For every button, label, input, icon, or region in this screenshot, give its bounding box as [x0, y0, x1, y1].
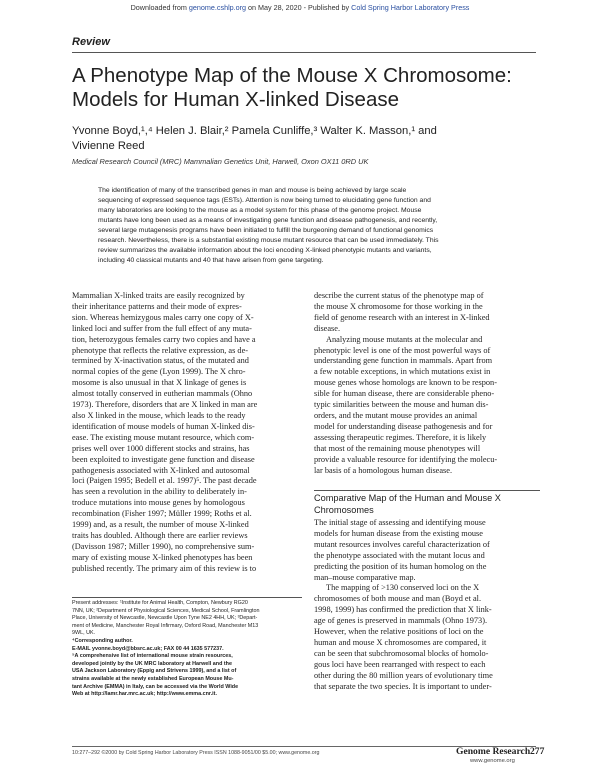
section-label: Review	[72, 36, 110, 48]
left-column-body	[72, 291, 302, 575]
author-line: Vivienne Reed	[72, 140, 145, 152]
body-line: pathogenesis associated with X-linked and autosomal	[72, 465, 250, 475]
body-line: (Davisson 1987; Miller 1990), no comprehensive sum-	[72, 541, 255, 551]
body-line: recombination (Fisher 1997; Müller 1999; Roths et al.	[72, 509, 252, 519]
footnote-line: strains available at the newly established European Mouse Mu-	[72, 675, 234, 682]
body-line: However, when the relative positions of loci on the	[314, 627, 484, 637]
body-line: mouse genes whose homologs are known to be respon-	[314, 378, 497, 388]
body-line: lar basis of a homologous human disease.	[314, 465, 453, 475]
title-line: A Phenotype Map of the Mouse X Chromosome:	[72, 64, 512, 87]
footnote-rule	[72, 597, 302, 598]
abstract-line: review summarizes the available information about the loci encoding X-linked phenotypic mutants and variants,	[98, 247, 432, 254]
affiliation: Medical Research Council (MRC) Mammalian Genetics Unit, Harwell, Oxon OX11 0RD UK	[72, 157, 369, 166]
article-title	[72, 64, 542, 112]
abstract	[98, 186, 524, 266]
header-rule	[72, 52, 536, 53]
site-link[interactable]: genome.cshlp.org	[188, 3, 247, 12]
footnote-line: Web at http://lamr.har.mrc.ac.uk; http://www.emma.cnr.it.	[72, 691, 217, 698]
footnote-line: Place, University of Newcastle, Newcastle Upon Tyne NE2 4HH, UK; ³Depart-	[72, 615, 258, 622]
body-line: that separate the two species. It is important to under-	[314, 681, 492, 691]
abstract-line: including 40 classical mutants and 40 that have arisen from gene targeting.	[98, 257, 324, 264]
body-line: can be seen that subchromosomal blocks of homolo-	[314, 648, 489, 658]
body-line: their inheritance patterns and their mode of expres-	[72, 301, 242, 311]
author-list	[72, 124, 542, 154]
body-line: ease. The existing mouse mutant resource, which com-	[72, 432, 255, 442]
body-line: traits has doubled. Although there are earlier reviews	[72, 530, 248, 540]
footer-citation: 10:277–292 ©2000 by Cold Spring Harbor Laboratory Press ISSN 1088-9051/00 $5.00; www.genome.org	[72, 750, 320, 756]
abstract-line: sequencing of expressed sequence tags (ESTs). Attention is now being turned to elucidating gene function and	[98, 197, 431, 204]
body-line: Mammalian X-linked traits are easily recognized by	[72, 291, 245, 300]
body-line: age of genes is preserved in mammals (Ohno 1973).	[314, 616, 488, 626]
abstract-line: several large mutagenesis programs have been initiated to fulfill the burgeoning demand of functional genomics	[98, 227, 434, 234]
body-line: sible for human disease, there are considerable pheno-	[314, 389, 495, 399]
journal-name: Genome Research	[456, 746, 531, 757]
body-line: been exploited to investigate gene function and disease	[72, 454, 255, 464]
body-line: 1973). Therefore, disorders that are X linked in man are	[72, 400, 258, 410]
title-line: Models for Human X-linked Disease	[72, 88, 399, 111]
body-line: almost totally conserved in eutherian mammals (Ohno	[72, 389, 253, 399]
heading-line: Chromosomes	[314, 505, 374, 515]
heading-line: Comparative Map of the Human and Mouse X	[314, 493, 501, 503]
footnote-line: E-MAIL yvonne.boyd@bbsrc.ac.uk; FAX 00 44 1635 577237.	[72, 645, 224, 652]
download-notice	[0, 3, 600, 12]
body-line: chromosomes of both mouse and man (Boyd et al.	[314, 594, 482, 604]
body-line: models for human disease from the existing mouse	[314, 528, 483, 538]
publisher-link[interactable]: Cold Spring Harbor Laboratory Press	[351, 3, 470, 12]
body-line: provide a valuable resource for identifying the molecu-	[314, 454, 498, 464]
download-middle: on May 28, 2020 - Published by	[246, 3, 352, 12]
footnote-line: ⁵A comprehensive list of international mouse strain resources,	[72, 653, 233, 660]
body-line: mary of existing mouse X-linked phenotypes has been	[72, 552, 253, 562]
body-line: orders, and the mutant mouse provides an animal	[314, 410, 478, 420]
footnote-line: 9WL, UK.	[72, 630, 96, 637]
body-line: termined by X-inactivation status, of the mutated and	[72, 356, 249, 366]
abstract-line: mutants have long been used as a means of investigating gene function and disease pathogenesis, and recently,	[98, 217, 438, 224]
body-line: disease.	[314, 323, 341, 333]
body-line: understanding gene function in mammals. Apart from	[314, 356, 493, 366]
body-line: gous loci have been rearranged with respect to each	[314, 659, 486, 669]
body-line: mutant resources involves careful characterization of	[314, 539, 490, 549]
journal-website[interactable]: www.genome.org	[470, 758, 515, 764]
body-line: the phenotype associated with the mutant locus and	[314, 550, 485, 560]
body-line: the mouse X chromosome for those working in the	[314, 301, 483, 311]
body-line: sion. Whereas hemizygous males carry one copy of X-	[72, 312, 254, 322]
body-line: assessing therapeutic regimes. Therefore, it is likely	[314, 432, 487, 442]
download-prefix: Downloaded from	[130, 3, 189, 12]
body-line: other during the 80 million years of evolutionary time	[314, 670, 493, 680]
body-line: describe the current status of the phenotype map of	[314, 291, 484, 300]
body-line: linked loci and suffer from the full effect of any muta-	[72, 323, 252, 333]
body-line: has seen a revolution in the ability to deliberately in-	[72, 487, 247, 497]
abstract-line: research. Nevertheless, there is a substantial existing mouse mutant resource that can be used immediately. This	[98, 237, 439, 244]
footnote-line: tant Archive (EMMA) in Italy, can be accessed via the World Wide	[72, 683, 239, 690]
body-line: prises well over 1000 different stocks and strains, has	[72, 443, 250, 453]
body-line: mosome is also unusual in that X linkage of genes is	[72, 378, 247, 388]
footnote-line: Present addresses: ¹Institute for Animal Health, Compton, Newbury RG20	[72, 600, 248, 606]
body-line: identification of mouse models of human X-linked dis-	[72, 421, 255, 431]
body-line: also X linked in the mouse, which leads to the ready	[72, 410, 246, 420]
body-line: phenotype that reflects the relative expression, as de-	[72, 345, 249, 355]
body-line: The initial stage of assessing and identifying mouse	[314, 518, 486, 527]
page-number: 277	[530, 746, 545, 757]
body-line: phenotypic level is one of the most powerful ways of	[314, 345, 491, 355]
author-line: Yvonne Boyd,¹,⁴ Helen J. Blair,² Pamela Cunliffe,³ Walter K. Masson,¹ and	[72, 125, 437, 137]
body-line: man–mouse comparative map.	[314, 572, 416, 582]
abstract-line: many laboratories are looking to the mouse as a model system for this phase of the genome project. Mouse	[98, 207, 422, 214]
body-line: loci (Paigen 1995; Bedell et al. 1997)⁵. The past decade	[72, 476, 257, 486]
footnote-line: ment of Medicine, Manchester Royal Infirmary, Oxford Road, Manchester M13	[72, 622, 259, 629]
body-line: typic similarities between the mouse and human dis-	[314, 400, 489, 410]
body-line: that most of the remaining mouse phenotypes will	[314, 443, 481, 453]
body-line: field of genome research with an interest in X-linked	[314, 312, 490, 322]
body-line: Analyzing mouse mutants at the molecular and	[326, 334, 483, 344]
right-column-body	[314, 291, 540, 476]
body-line: human and mouse X chromosomes are compared, it	[314, 637, 487, 647]
body-line: troduce mutations into mouse genes by homologous	[72, 498, 245, 508]
footnote-line: ⁴Corresponding author.	[72, 637, 133, 644]
footnotes	[72, 600, 304, 699]
body-line: predicting the position of its human homolog on the	[314, 561, 487, 571]
body-line: The mapping of >130 conserved loci on the X	[326, 583, 480, 593]
subheading-rule	[314, 490, 540, 491]
footnote-line: 7NN, UK; ²Department of Physiological Sciences, Medical School, Framlington	[72, 607, 260, 614]
body-line: model for understanding disease pathogenesis and for	[314, 421, 493, 431]
footnote-line: developed jointly by the UK MRC laboratory at Harwell and the	[72, 660, 232, 667]
right-column-section2	[314, 518, 540, 693]
abstract-line: The identification of many of the transcribed genes in man and mouse is being achieved by large scale	[98, 187, 407, 194]
footnote-line: USA Jackson Laboratory (Eppig and Strivens 1999), and a list of	[72, 668, 237, 675]
body-line: 1998, 1999) has confirmed the prediction that X link-	[314, 605, 492, 615]
body-line: normal copies of the gene (Lyon 1999). The X chro-	[72, 367, 246, 377]
section-heading	[314, 492, 540, 516]
body-line: published recently. The primary aim of this review is to	[72, 563, 257, 573]
body-line: a few notable exceptions, in which mutations exist in	[314, 367, 491, 377]
body-line: tion, heterozygous females carry two copies and have a	[72, 334, 256, 344]
body-line: 1999) and, as a result, the number of mouse X-linked	[72, 520, 249, 530]
